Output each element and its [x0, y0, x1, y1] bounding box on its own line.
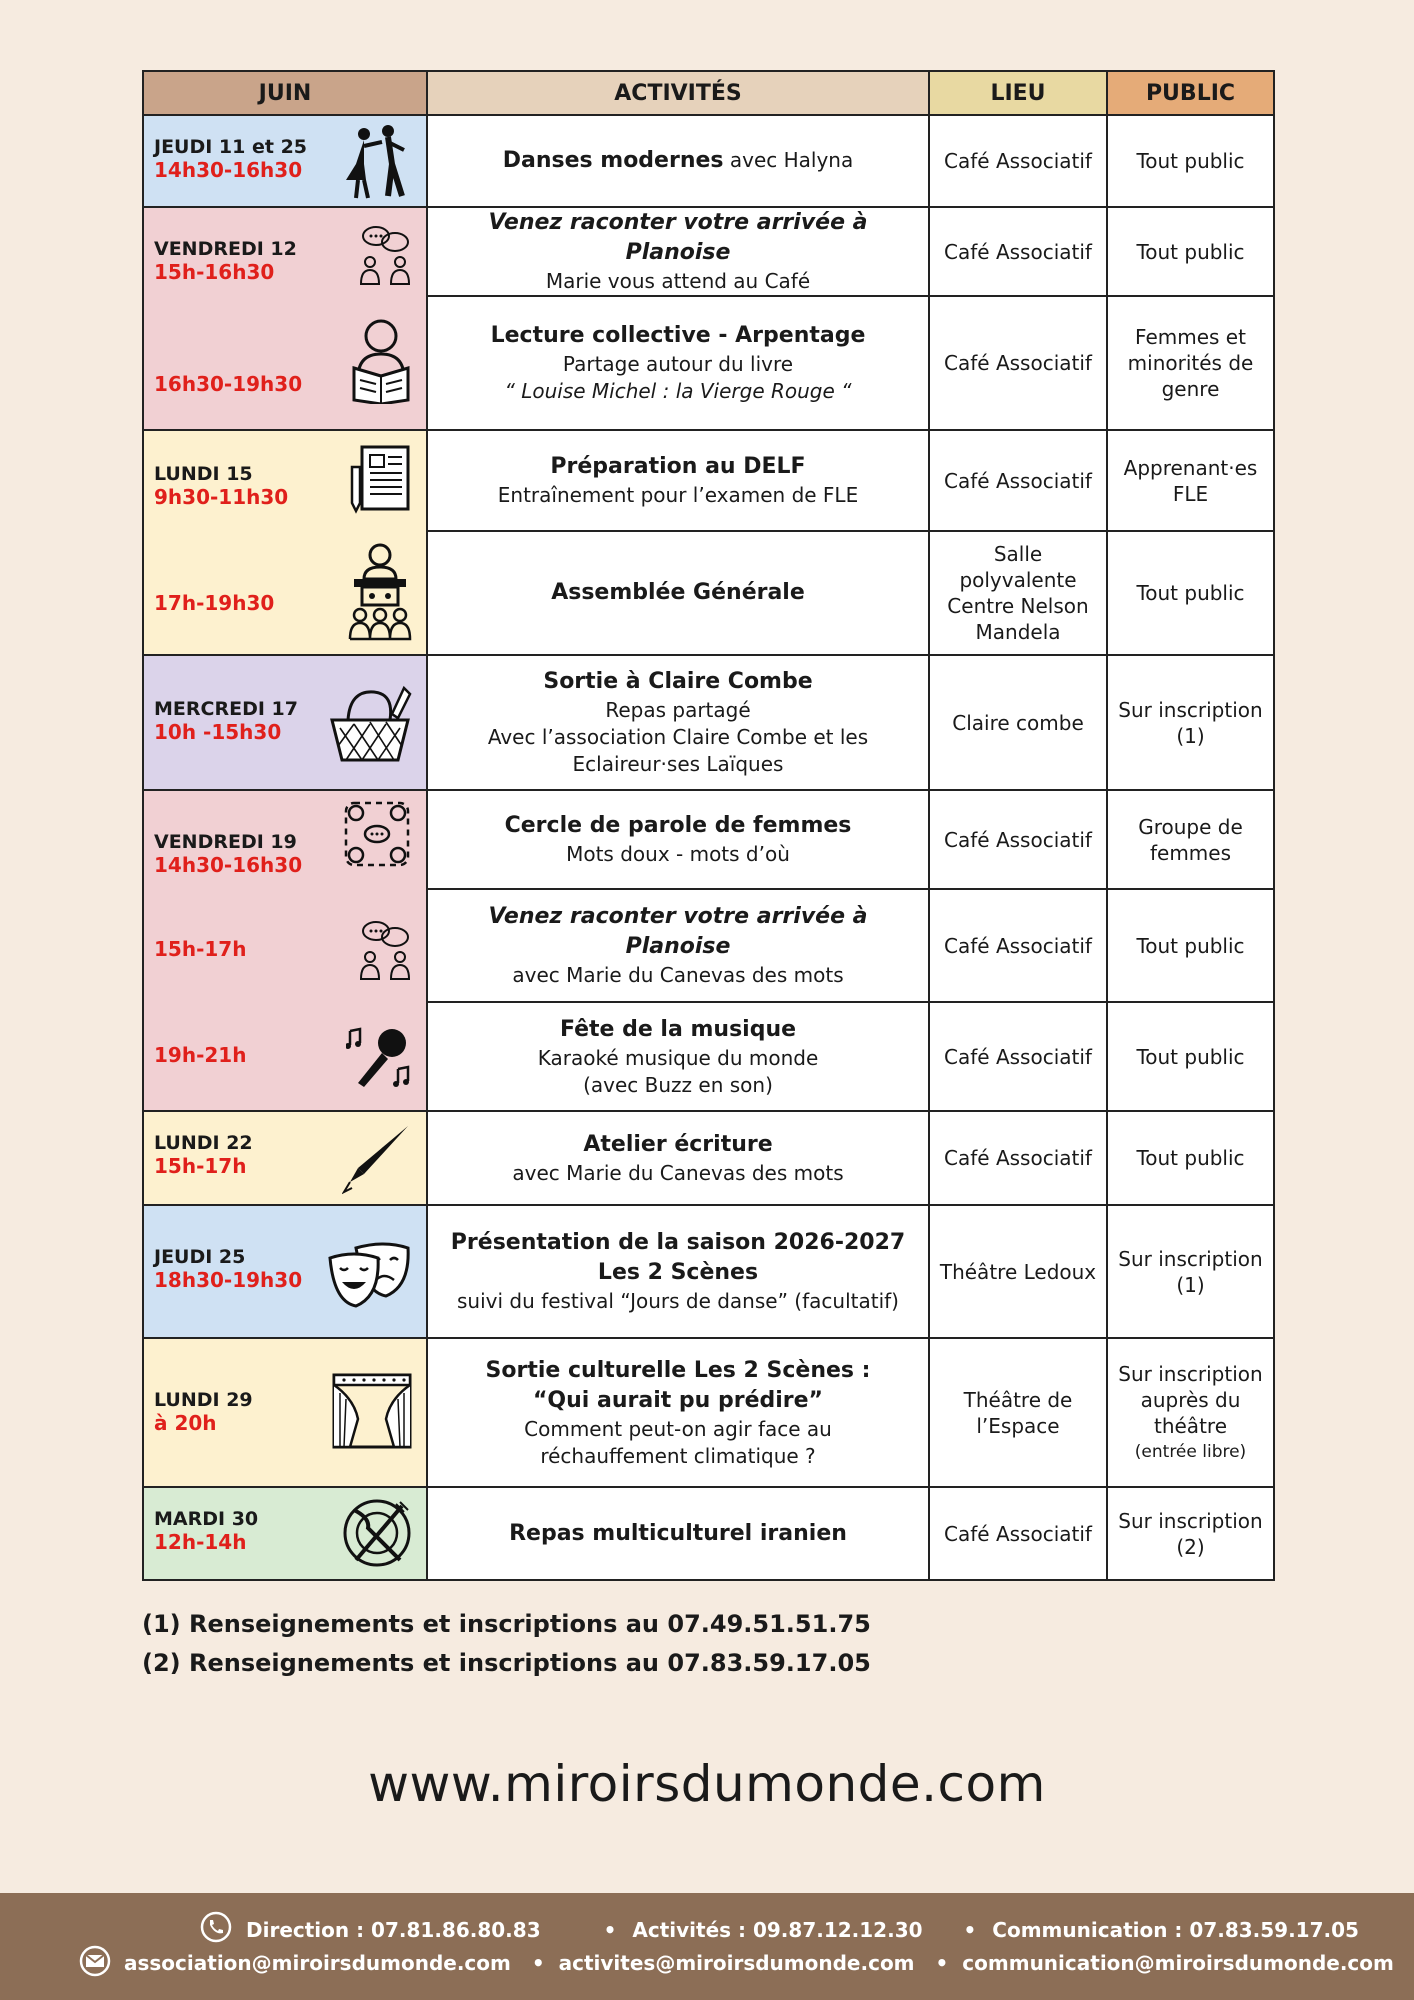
activity-subtitle: Partage autour du livre — [562, 352, 794, 376]
separator-bullet: • — [963, 1918, 977, 1942]
date-cell — [143, 1111, 427, 1205]
place-cell: Claire combe — [929, 655, 1107, 790]
header-month: JUIN — [143, 71, 427, 115]
activity-subtitle: réchauffement climatique ? — [540, 1443, 816, 1468]
email-activities[interactable]: activites@miroirsdumonde.com — [558, 1951, 915, 1975]
activity-subtitle: Entraînement pour l’examen de FLE — [497, 483, 859, 507]
activity-title: Venez raconter votre arrivée à Planoise — [488, 904, 868, 959]
microphone-music-icon — [346, 1025, 412, 1089]
activity-title: Atelier écriture — [583, 1131, 773, 1157]
table-row — [143, 790, 1274, 889]
place-cell: Café Associatif — [929, 1111, 1107, 1205]
audience-cell: Tout public — [1107, 889, 1274, 1002]
day-label: JEUDI 11 et 25 — [154, 136, 308, 158]
day-label: JEUDI 25 — [154, 1246, 246, 1268]
time-label: 9h30-11h30 — [154, 485, 289, 509]
document-writing-icon — [348, 443, 412, 515]
time-label: 14h30-16h30 — [154, 853, 303, 877]
activity-cell — [427, 1002, 929, 1111]
date-cell — [143, 790, 427, 1111]
table-row — [143, 1338, 1274, 1487]
activity-subtitle: avec Marie du Canevas des mots — [512, 963, 844, 987]
audience-cell: Tout public — [1107, 115, 1274, 207]
place-cell: Café Associatif — [929, 790, 1107, 889]
footnote-1: (1) Renseignements et inscriptions au 07.49.51.51.75 — [142, 1610, 871, 1638]
time-label: à 20h — [154, 1411, 217, 1435]
time-label: 10h -15h30 — [154, 720, 282, 744]
email-association[interactable]: association@miroirsdumonde.com — [124, 1951, 511, 1975]
activity-title: Présentation de la saison 2026-2027 — [450, 1230, 906, 1255]
activity-cell — [427, 889, 929, 1002]
header-activities: ACTIVITÉS — [427, 71, 929, 115]
place-cell: Théâtre de l’Espace — [929, 1338, 1107, 1487]
audience-cell: Sur inscription (1) — [1107, 655, 1274, 790]
activity-subtitle: Repas partagé — [605, 698, 751, 722]
speaker-podium-icon — [348, 543, 412, 643]
email-communication[interactable]: communication@miroirsdumonde.com — [962, 1951, 1394, 1975]
phone-icon — [200, 1911, 232, 1943]
table-row — [143, 655, 1274, 790]
theater-masks-icon — [326, 1238, 412, 1308]
table-row — [143, 430, 1274, 531]
activity-subtitle: avec Marie du Canevas des mots — [512, 1160, 844, 1185]
table-row — [143, 115, 1274, 207]
day-label: LUNDI 29 — [154, 1389, 253, 1411]
reading-person-icon — [350, 318, 412, 404]
activity-title: Venez raconter votre arrivée à Planoise — [488, 210, 868, 265]
conversation-icon — [358, 224, 412, 286]
direction-phone[interactable]: Direction : 07.81.86.80.83 — [246, 1918, 541, 1942]
activity-subtitle: “ Louise Michel : la Vierge Rouge “ — [504, 379, 852, 403]
conversation-icon — [358, 919, 412, 981]
audience-cell: Sur inscription (2) — [1107, 1487, 1274, 1580]
activity-subtitle: Marie vous attend au Café — [545, 269, 811, 293]
activity-cell — [427, 1487, 929, 1580]
plate-cutlery-icon — [342, 1498, 412, 1568]
stage-curtain-icon — [332, 1373, 412, 1449]
activity-cell — [427, 1338, 929, 1487]
audience-cell: Apprenant·es FLE — [1107, 430, 1274, 531]
activity-cell — [427, 1111, 929, 1205]
activity-cell — [427, 207, 929, 296]
picnic-basket-icon — [328, 684, 412, 764]
activity-title: Fête de la musique — [559, 1016, 797, 1042]
activity-title-line2: Les 2 Scènes — [597, 1260, 759, 1285]
activity-cell — [427, 531, 929, 655]
time-label: 15h-16h30 — [154, 260, 275, 284]
place-cell: Café Associatif — [929, 1002, 1107, 1111]
fountain-pen-icon — [342, 1122, 412, 1196]
place-cell: Café Associatif — [929, 430, 1107, 531]
date-cell — [143, 207, 427, 430]
activity-subtitle: Karaoké musique du monde — [537, 1045, 819, 1070]
date-cell — [143, 655, 427, 790]
activity-cell — [427, 655, 929, 790]
audience-cell: Sur inscription (1) — [1107, 1205, 1274, 1338]
schedule-table — [142, 70, 1275, 1581]
activities-phone[interactable]: Activités : 09.87.12.12.30 — [632, 1918, 923, 1942]
audience-cell: Tout public — [1107, 1002, 1274, 1111]
date-cell — [143, 1487, 427, 1580]
activity-subtitle: (avec Buzz en son) — [583, 1072, 773, 1097]
discussion-circle-icon — [342, 799, 412, 869]
activity-title: Repas multiculturel iranien — [509, 1520, 847, 1546]
place-cell: Théâtre Ledoux — [929, 1205, 1107, 1338]
activity-cell — [427, 296, 929, 430]
place-cell: Café Associatif — [929, 115, 1107, 207]
place-cell: Salle polyvalente Centre Nelson Mandela — [929, 531, 1107, 655]
activity-subtitle: Comment peut-on agir face au — [524, 1416, 832, 1441]
date-cell — [143, 115, 427, 207]
activity-title-suffix: avec Halyna — [723, 148, 854, 172]
day-label: VENDREDI 19 — [154, 831, 297, 853]
place-cell: Café Associatif — [929, 1487, 1107, 1580]
envelope-icon — [78, 1945, 112, 1977]
header-place: LIEU — [929, 71, 1107, 115]
time-label: 15h-17h — [154, 1154, 247, 1178]
separator-bullet: • — [531, 1951, 545, 1975]
activity-subtitle: suivi du festival “Jours de danse” (facultatif) — [457, 1289, 899, 1313]
time-label: 12h-14h — [154, 1530, 247, 1554]
activity-title: Sortie culturelle Les 2 Scènes : — [485, 1357, 871, 1383]
activity-title: Lecture collective - Arpentage — [490, 323, 866, 348]
activity-title: Sortie à Claire Combe — [543, 669, 813, 694]
separator-bullet: • — [603, 1918, 617, 1942]
audience-cell: Tout public — [1107, 207, 1274, 296]
time-label: 19h-21h — [154, 1043, 247, 1067]
day-label: LUNDI 22 — [154, 1132, 253, 1154]
activity-subtitle: Avec l’association Claire Combe et les Eclaireur·ses Laïques — [487, 725, 869, 776]
table-row — [143, 1205, 1274, 1338]
audience-text: Sur inscription auprès du théâtre — [1118, 1361, 1263, 1438]
activity-title: Cercle de parole de femmes — [504, 813, 852, 838]
activity-cell — [427, 430, 929, 531]
activity-title: Assemblée Générale — [551, 580, 805, 605]
time-label: 15h-17h — [154, 937, 247, 961]
audience-cell: Tout public — [1107, 1111, 1274, 1205]
time-label: 18h30-19h30 — [154, 1268, 303, 1292]
activity-title-line2: “Qui aurait pu prédire” — [532, 1387, 824, 1413]
time-label: 14h30-16h30 — [154, 158, 303, 182]
day-label: VENDREDI 12 — [154, 238, 297, 260]
date-cell — [143, 430, 427, 655]
audience-note: (entrée libre) — [1134, 1441, 1247, 1462]
time-label: 17h-19h30 — [154, 591, 275, 615]
header-audience: PUBLIC — [1107, 71, 1274, 115]
audience-cell — [1107, 1338, 1274, 1487]
date-cell — [143, 1338, 427, 1487]
day-label: LUNDI 15 — [154, 463, 253, 485]
activity-cell — [427, 115, 929, 207]
footer-bar — [0, 1893, 1414, 2000]
time-label: 16h30-19h30 — [154, 372, 303, 396]
activity-subtitle: Mots doux - mots d’où — [566, 842, 790, 866]
activity-title: Danses modernes — [502, 148, 724, 173]
day-label: MERCREDI 17 — [154, 698, 298, 720]
activity-title: Préparation au DELF — [550, 454, 806, 479]
day-label: MARDI 30 — [154, 1508, 259, 1530]
dancing-couple-icon — [342, 124, 412, 200]
audience-cell: Tout public — [1107, 531, 1274, 655]
place-cell: Café Associatif — [929, 889, 1107, 1002]
separator-bullet: • — [935, 1951, 949, 1975]
table-row — [143, 1111, 1274, 1205]
place-cell: Café Associatif — [929, 296, 1107, 430]
table-row — [143, 1487, 1274, 1580]
audience-cell: Femmes et minorités de genre — [1107, 296, 1274, 430]
date-cell — [143, 1205, 427, 1338]
footnote-2: (2) Renseignements et inscriptions au 07.83.59.17.05 — [142, 1649, 871, 1677]
website-link[interactable]: www.miroirsdumonde.com — [368, 1755, 1046, 1813]
activity-cell — [427, 1205, 929, 1338]
table-row — [143, 207, 1274, 296]
footnotes — [142, 1605, 871, 1683]
audience-cell: Groupe de femmes — [1107, 790, 1274, 889]
activity-cell — [427, 790, 929, 889]
communication-phone[interactable]: Communication : 07.83.59.17.05 — [992, 1918, 1359, 1942]
place-cell: Café Associatif — [929, 207, 1107, 296]
